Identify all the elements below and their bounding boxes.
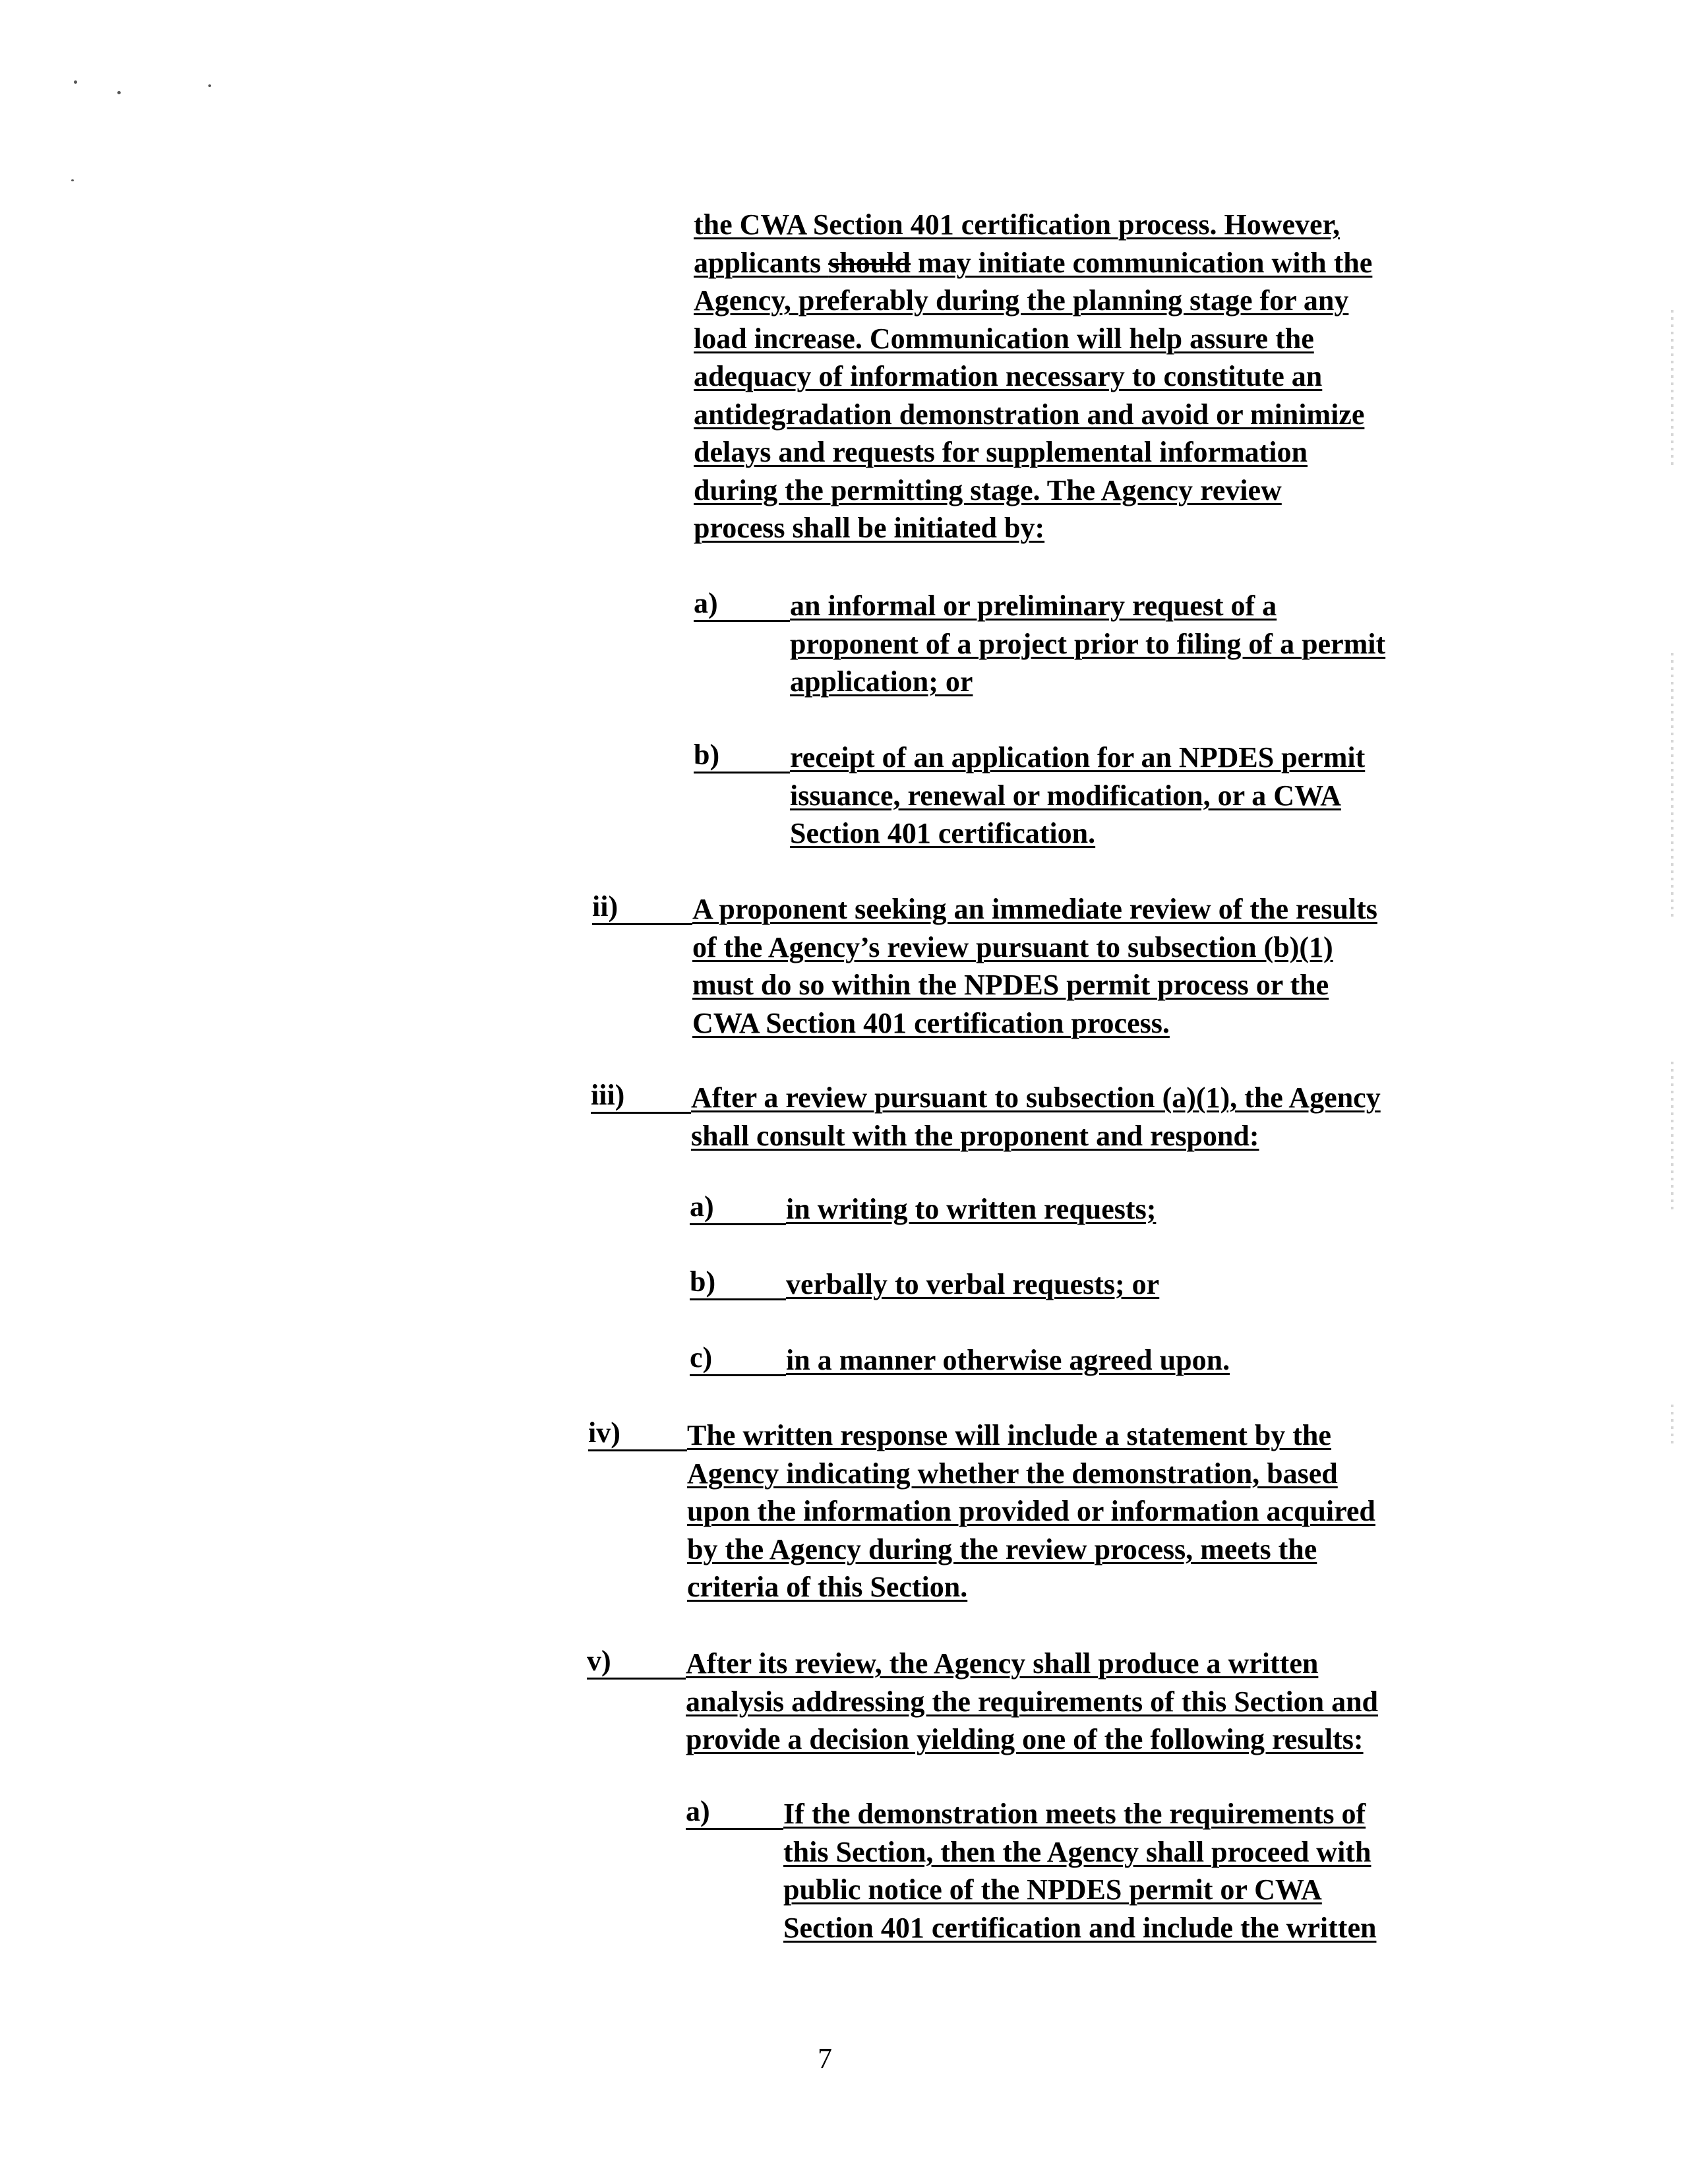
item-line: analysis addressing the requirements of this Section and	[686, 1685, 1379, 1718]
item-line: an informal or preliminary request of a	[790, 590, 1277, 622]
item-label: b)	[690, 1265, 786, 1300]
item-label: ii)	[592, 890, 692, 925]
intro-line: antidegradation demonstration and avoid or minimize	[694, 398, 1365, 431]
item-line: application; or	[790, 665, 973, 698]
item-line: this Section, then the Agency shall proceed with	[783, 1835, 1372, 1868]
item-v	[587, 1645, 1622, 1763]
intro-line-suffix: may initiate communication with the	[910, 246, 1373, 279]
intro-line: Agency, preferably during the planning stage for any	[694, 284, 1349, 317]
scan-edge-marks	[1671, 1405, 1673, 1444]
response-item-a	[690, 1190, 1613, 1230]
scan-speck	[208, 84, 211, 87]
scan-edge-marks	[1671, 1062, 1673, 1213]
response-item-c	[690, 1341, 1613, 1381]
item-line: Section 401 certification and include the written	[783, 1911, 1377, 1944]
item-line: shall consult with the proponent and respond:	[691, 1119, 1259, 1152]
item-line: If the demonstration meets the requirements of	[783, 1798, 1366, 1830]
item-text	[691, 1079, 1614, 1155]
item-text	[692, 890, 1615, 1042]
item-line: criteria of this Section.	[687, 1571, 968, 1603]
item-label: a)	[694, 587, 790, 622]
intro-line: delays and requests for supplemental information	[694, 436, 1308, 468]
item-text: in writing to written requests;	[786, 1193, 1157, 1225]
item-line: issuance, renewal or modification, or a CWA	[790, 779, 1341, 812]
item-label: b)	[694, 739, 790, 774]
intro-line: during the permitting stage. The Agency review	[694, 473, 1282, 506]
intro-line: process shall be initiated by:	[694, 512, 1045, 544]
page-number: 7	[818, 2042, 832, 2075]
item-line: of the Agency’s review pursuant to subsection (b)(1)	[692, 930, 1333, 963]
item-label: a)	[686, 1795, 783, 1830]
intro-line-amended	[694, 244, 1617, 282]
item-line: A proponent seeking an immediate review of the results	[692, 893, 1377, 925]
scan-speck	[117, 91, 121, 94]
intro-line: the CWA Section 401 certification process. However,	[694, 208, 1341, 241]
item-text	[790, 739, 1614, 853]
decision-item-a	[686, 1795, 1615, 1953]
item-line: CWA Section 401 certification process.	[692, 1006, 1170, 1039]
intro-line: load increase. Communication will help assure the	[694, 322, 1314, 355]
item-iii	[591, 1079, 1619, 1158]
intro-paragraph	[694, 206, 1617, 547]
item-iv	[588, 1416, 1617, 1614]
item-text	[686, 1645, 1615, 1759]
item-label: iv)	[588, 1416, 687, 1451]
struck-word: should	[828, 246, 911, 279]
item-line: proponent of a project prior to filing of a permit	[790, 627, 1386, 660]
scan-edge-marks	[1671, 653, 1673, 917]
item-line: must do so within the NPDES permit process or the	[692, 969, 1329, 1001]
item-text	[783, 1795, 1614, 1947]
item-label: a)	[690, 1190, 786, 1225]
item-text: in a manner otherwise agreed upon.	[786, 1344, 1230, 1376]
scan-speck	[71, 179, 74, 181]
item-text	[687, 1416, 1610, 1606]
item-line: After a review pursuant to subsection (a)(1), the Agency	[691, 1081, 1381, 1114]
item-line: Agency indicating whether the demonstration, based	[687, 1457, 1338, 1490]
response-item-b	[690, 1265, 1613, 1305]
initiation-item-b	[694, 739, 1617, 857]
intro-line: adequacy of information necessary to constitute an	[694, 360, 1323, 392]
item-label: v)	[587, 1645, 686, 1680]
item-text	[790, 587, 1614, 701]
item-line: After its review, the Agency shall produce a written	[686, 1647, 1319, 1680]
item-line: provide a decision yielding one of the following results:	[686, 1723, 1364, 1755]
item-ii	[592, 890, 1621, 1048]
item-line: Section 401 certification.	[790, 817, 1096, 849]
item-line: receipt of an application for an NPDES permit	[790, 741, 1366, 774]
scan-edge-marks	[1671, 310, 1673, 468]
item-line: by the Agency during the review process, meets the	[687, 1532, 1317, 1565]
item-label: c)	[690, 1341, 786, 1376]
intro-line-prefix: applicants	[694, 246, 829, 279]
item-line: upon the information provided or information acquired	[687, 1495, 1375, 1527]
item-label: iii)	[591, 1079, 691, 1114]
item-text: verbally to verbal requests; or	[786, 1268, 1160, 1300]
initiation-item-a	[694, 587, 1617, 706]
scan-speck	[74, 80, 77, 84]
item-line: public notice of the NPDES permit or CWA	[783, 1873, 1322, 1906]
item-line: The written response will include a statement by the	[687, 1419, 1331, 1451]
